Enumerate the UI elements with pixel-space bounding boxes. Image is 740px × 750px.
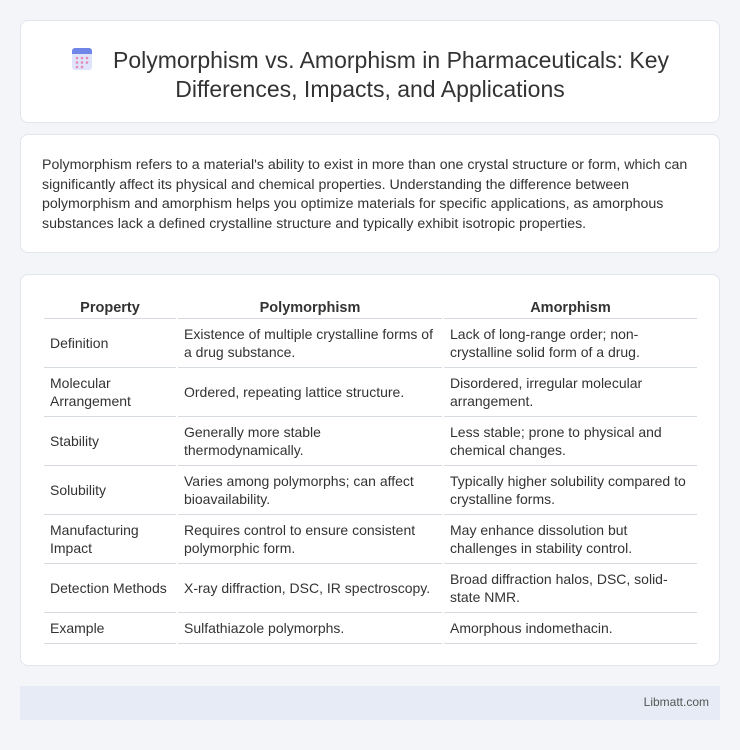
cell-polymorphism: Generally more stable thermodynamically.: [178, 417, 442, 466]
header-polymorphism: Polymorphism: [178, 297, 442, 319]
cell-polymorphism: Requires control to ensure consistent polymorphic form.: [178, 515, 442, 564]
cell-amorphism: Lack of long-range order; non-crystalline solid form of a drug.: [444, 319, 697, 368]
table-row: [44, 466, 697, 515]
table-row: [44, 319, 697, 368]
document-icon: [71, 46, 93, 71]
cell-property: Solubility: [44, 466, 176, 515]
intro-card: [20, 134, 720, 253]
cell-polymorphism: X-ray diffraction, DSC, IR spectroscopy.: [178, 564, 442, 613]
cell-polymorphism: Existence of multiple crystalline forms of a drug substance.: [178, 319, 442, 368]
cell-property: Stability: [44, 417, 176, 466]
cell-property: Detection Methods: [44, 564, 176, 613]
page-title: [21, 46, 719, 104]
comparison-card: [20, 274, 720, 666]
comparison-table: [42, 297, 699, 644]
cell-amorphism: Amorphous indomethacin.: [444, 613, 697, 644]
header-property: Property: [44, 297, 176, 319]
cell-amorphism: Broad diffraction halos, DSC, solid-state NMR.: [444, 564, 697, 613]
cell-polymorphism: Ordered, repeating lattice structure.: [178, 368, 442, 417]
table-row: [44, 368, 697, 417]
table-row: [44, 417, 697, 466]
cell-amorphism: Disordered, irregular molecular arrangement.: [444, 368, 697, 417]
header-amorphism: Amorphism: [444, 297, 697, 319]
table-row: [44, 515, 697, 564]
cell-polymorphism: Varies among polymorphs; can affect bioavailability.: [178, 466, 442, 515]
cell-amorphism: May enhance dissolution but challenges in stability control.: [444, 515, 697, 564]
title-text: Polymorphism vs. Amorphism in Pharmaceuticals: Key Differences, Impacts, and Applications: [112, 47, 670, 102]
table-row: [44, 613, 697, 644]
footer-brand-link[interactable]: Libmatt.com: [643, 695, 709, 709]
footer-bar: [20, 686, 720, 720]
cell-property: Example: [44, 613, 176, 644]
cell-amorphism: Less stable; prone to physical and chemical changes.: [444, 417, 697, 466]
table-row: [44, 564, 697, 613]
cell-amorphism: Typically higher solubility compared to crystalline forms.: [444, 466, 697, 515]
cell-property: Molecular Arrangement: [44, 368, 176, 417]
intro-paragraph: Polymorphism refers to a material's ability to exist in more than one crystal structure or form, which can significantly affect its physical and chemical properties. Understanding the difference between polymorphism and amorphism helps you optimize materials for specific applications, as amorphous substances lack a defined crystalline structure and typically exhibit isotropic properties.: [42, 157, 688, 232]
table-header-row: [44, 297, 697, 319]
cell-polymorphism: Sulfathiazole polymorphs.: [178, 613, 442, 644]
cell-property: Definition: [44, 319, 176, 368]
cell-property: Manufacturing Impact: [44, 515, 176, 564]
title-card: [20, 20, 720, 123]
